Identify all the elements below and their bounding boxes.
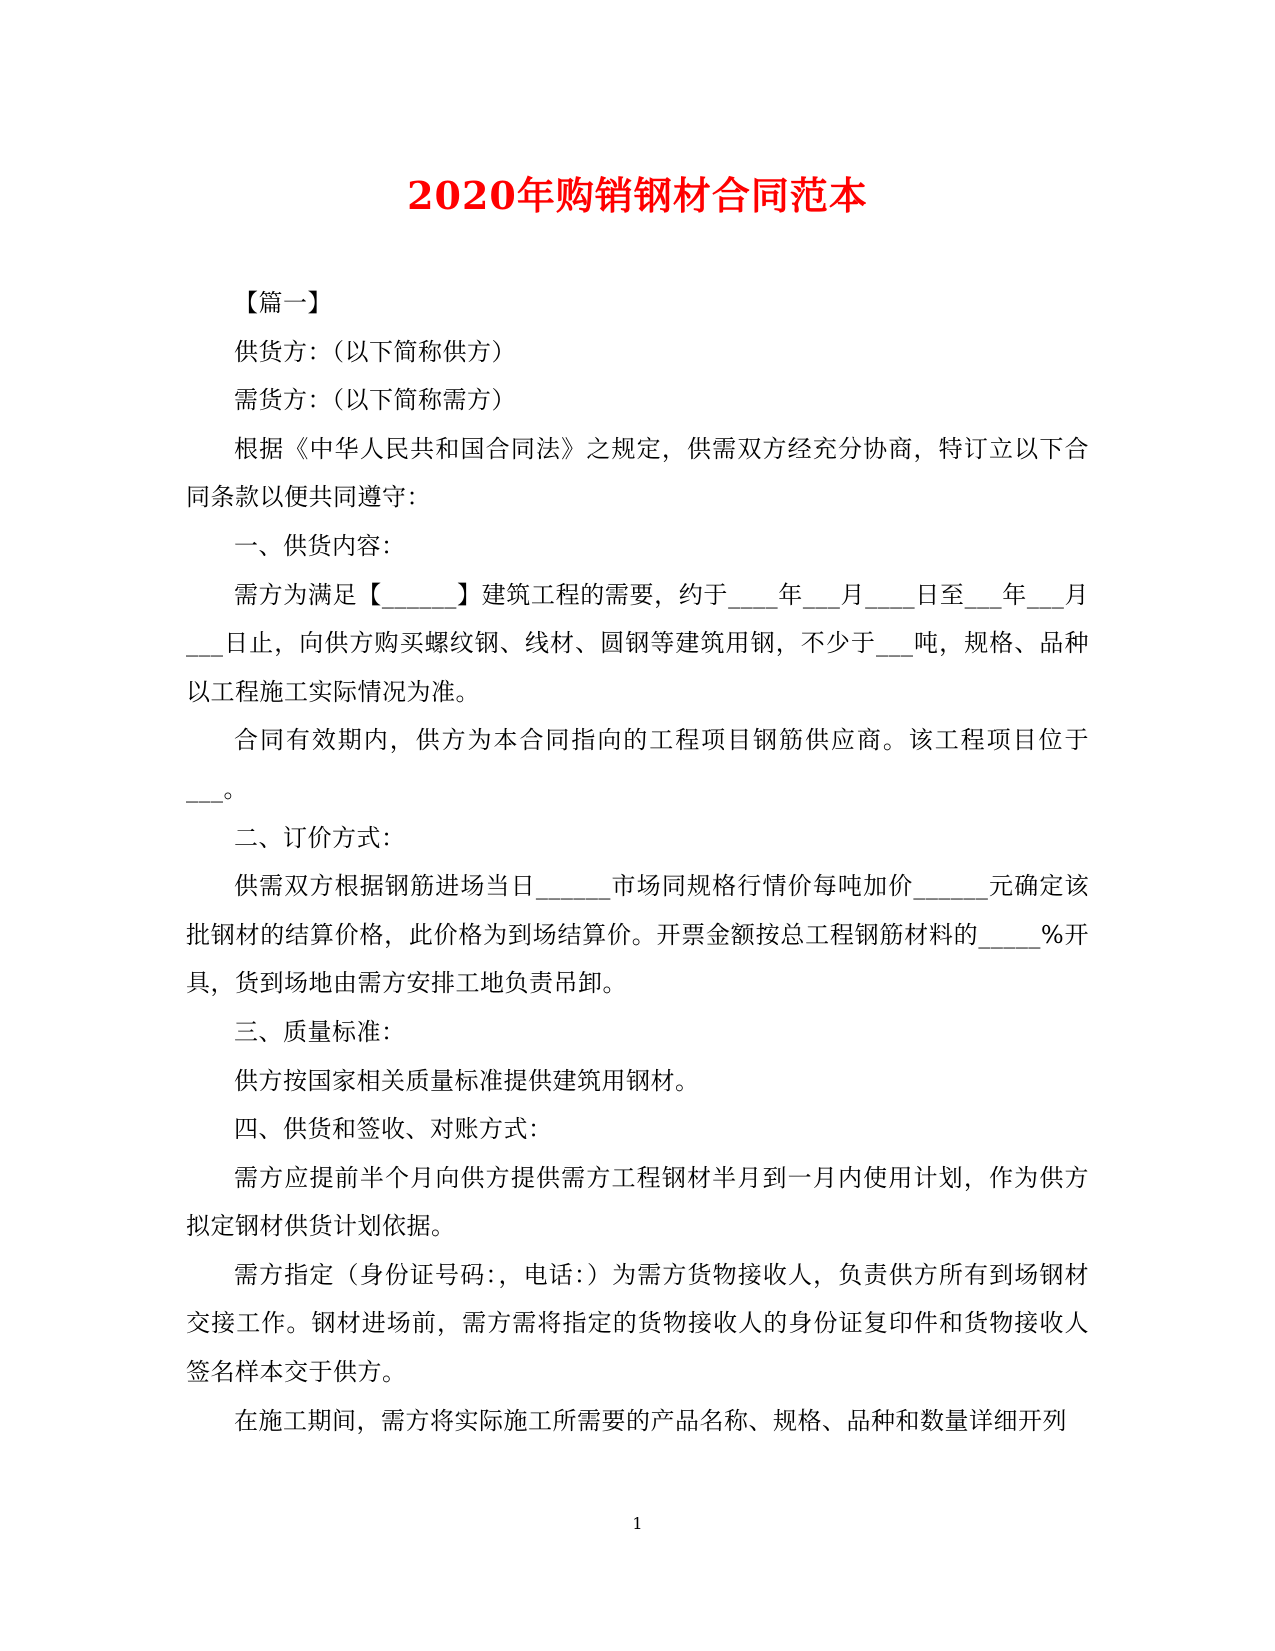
paragraph-buyer: 需货方：（以下简称需方）: [234, 386, 516, 415]
heading-supply-content: 一、供货内容：: [234, 531, 406, 560]
document-title: 2020年购销钢材合同范本: [407, 173, 868, 218]
heading-quality: 三、质量标准：: [234, 1017, 406, 1046]
paragraph-construction: 在施工期间，需方将实际施工所需要的产品名称、规格、品种和数量详细开列: [234, 1406, 1067, 1435]
page-number: 1: [632, 1514, 643, 1533]
paragraph-validity: 合同有效期内，供方为本合同指向的工程项目钢筋供应商。该工程项目位于___。: [186, 726, 1089, 803]
paragraph-supplier: 供货方：（以下简称供方）: [234, 337, 516, 366]
document-body: [186, 279, 1089, 1445]
paragraph-quality: 供方按国家相关质量标准提供建筑用钢材。: [234, 1066, 700, 1095]
paragraph-supply-details: 需方为满足【______】建筑工程的需要，约于____年___月____日至___年___月___日止，向供方购买螺纹钢、线材、圆钢等建筑用钢，不少于___吨，规格、品种以工程施工实际情况为准。: [186, 580, 1089, 706]
paragraph-preamble: 根据《中华人民共和国合同法》之规定，供需双方经充分协商，特订立以下合同条款以便共同遵守：: [186, 434, 1089, 512]
paragraph-pricing: 供需双方根据钢筋进场当日______市场同规格行情价每吨加价______元确定该批钢材的结算价格，此价格为到场结算价。开票金额按总工程钢筋材料的_____%开具，货到场地由需方安排工地负责吊卸。: [186, 872, 1089, 998]
paragraph-receiver: 需方指定（身份证号码：，电话：）为需方货物接收人，负责供方所有到场钢材交接工作。钢材进场前，需方需将指定的货物接收人的身份证复印件和货物接收人签名样本交于供方。: [186, 1260, 1089, 1387]
heading-pricing: 二、订价方式：: [234, 823, 406, 852]
paragraph-section-label: 【篇一】: [234, 289, 332, 317]
heading-delivery: 四、供货和签收、对账方式：: [234, 1115, 553, 1144]
paragraph-delivery-plan: 需方应提前半个月向供方提供需方工程钢材半月到一月内使用计划，作为供方拟定钢材供货计划依据。: [186, 1163, 1089, 1241]
